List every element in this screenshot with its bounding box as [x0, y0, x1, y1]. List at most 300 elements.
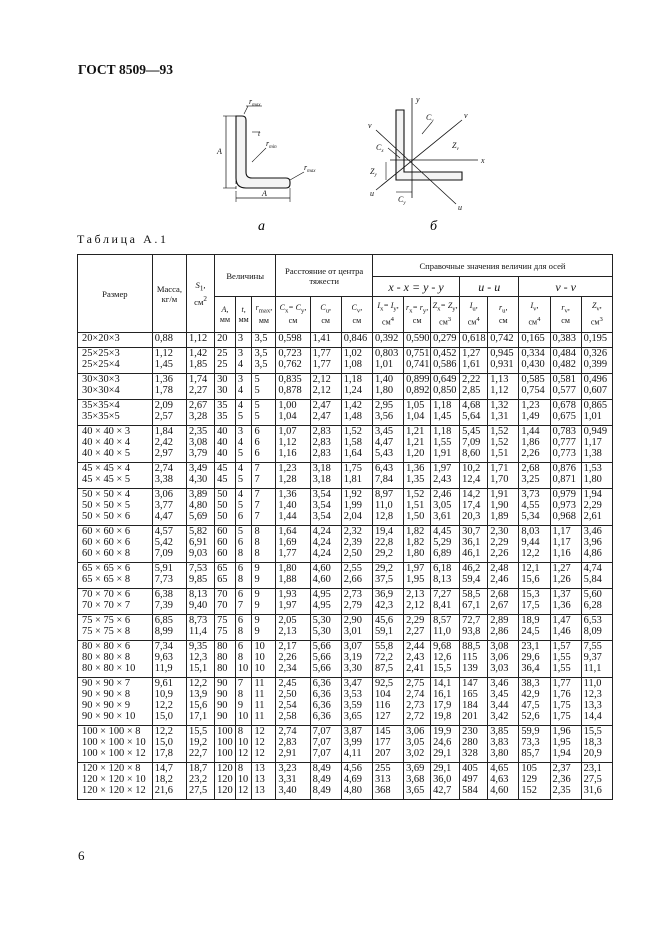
table-cell	[404, 763, 431, 800]
table-cell	[187, 726, 215, 763]
cell-value: 2,34	[278, 663, 297, 674]
table-cell	[215, 678, 236, 726]
cell-value: 4,80	[189, 500, 208, 511]
cell-value: 0,88	[154, 333, 173, 344]
table-cell	[581, 726, 612, 763]
cell-value: 1,44	[521, 426, 540, 437]
cell-value: 19,2	[189, 737, 208, 748]
cell-value: 8,49	[312, 785, 331, 796]
table-cell	[276, 641, 310, 678]
cell-value: 3,5	[254, 348, 268, 359]
cell-value: 1,42	[189, 348, 208, 359]
table-cell	[460, 400, 488, 426]
table-cell	[581, 763, 612, 800]
cell-value: 12,2	[154, 700, 173, 711]
table-cell	[519, 348, 550, 374]
cell-value: 4,60	[490, 785, 509, 796]
cell-value: 5,84	[583, 574, 602, 585]
cell-value: 5	[254, 400, 260, 411]
cell-value: 2,05	[278, 615, 297, 626]
cell-value: 3,80	[490, 748, 509, 759]
table-cell	[235, 463, 252, 489]
cell-value: 1,18	[433, 426, 452, 437]
table-cell	[78, 763, 153, 800]
cell-value: 50	[217, 500, 228, 511]
table-cell	[550, 489, 581, 526]
table-cell	[460, 563, 488, 589]
cell-value: 17,4	[462, 500, 481, 511]
cell-value: 22,7	[189, 748, 208, 759]
cell-value: 12,2	[154, 726, 173, 737]
cell-value: 1,12	[490, 385, 509, 396]
cell-value: 6	[254, 448, 260, 459]
table-cell	[215, 426, 236, 463]
cell-value: 2,27	[406, 626, 425, 637]
cell-value: 2,97	[154, 448, 173, 459]
cell-value: 3,65	[406, 785, 425, 796]
cell-value: 3,06	[406, 726, 425, 737]
cell-value: 7	[237, 678, 244, 689]
cell-value: 3,89	[189, 489, 208, 500]
cell-value: 1,20	[406, 448, 425, 459]
table-cell	[404, 641, 431, 678]
cell-value: 70 × 70 × 6	[82, 589, 131, 600]
cell-value: 8	[237, 652, 244, 663]
table-cell	[431, 489, 460, 526]
cell-value: 1,88	[278, 574, 297, 585]
cell-value: 40	[217, 448, 228, 459]
table-cell	[431, 678, 460, 726]
table-cell	[372, 526, 403, 563]
cell-value: 87,5	[374, 663, 394, 674]
cell-value: 50 × 50 × 6	[82, 511, 131, 522]
label-cu: C	[426, 113, 432, 122]
cell-value: 1,12	[278, 437, 297, 448]
cell-value: 93,8	[462, 626, 481, 637]
cell-value: 12,1	[521, 563, 540, 574]
table-cell	[187, 400, 215, 426]
figure-b-caption: б	[430, 219, 438, 234]
cell-value: 0,334	[521, 348, 545, 359]
table-cell	[152, 763, 186, 800]
cell-value: 139	[462, 663, 478, 674]
cell-value: 1,86	[521, 437, 540, 448]
cell-value: 1,07	[278, 426, 297, 437]
cell-value: 1,36	[154, 374, 173, 385]
cell-value: 3,03	[490, 663, 509, 674]
cell-value: 1,18	[433, 400, 452, 411]
cell-value: 1,55	[433, 437, 452, 448]
cell-value: 2,74	[406, 689, 425, 700]
cell-value: 120	[217, 774, 233, 785]
cell-value: 1,12	[189, 333, 208, 344]
cell-value: 1,47	[552, 615, 571, 626]
cell-value: 4	[237, 489, 244, 500]
table-cell	[341, 333, 372, 348]
table-row-group	[78, 426, 613, 463]
cell-value: 5,42	[154, 537, 173, 548]
cell-value: 20	[217, 333, 228, 344]
cell-value: 15,0	[154, 711, 173, 722]
cell-value: 16,1	[433, 689, 452, 700]
cell-value: 1,76	[552, 689, 571, 700]
table-body	[78, 333, 613, 800]
cell-value: 1,52	[343, 426, 362, 437]
table-cell	[404, 726, 431, 763]
cell-value: 100 × 100 × 10	[82, 737, 146, 748]
cell-value: 1,18	[343, 374, 362, 385]
cell-value: 30	[217, 385, 228, 396]
col-area-unit: см	[194, 296, 204, 307]
cell-value: 8,57	[433, 615, 452, 626]
figure-a-caption: а	[258, 219, 265, 234]
table-cell	[235, 489, 252, 526]
cell-value: 2,12	[312, 374, 331, 385]
table-cell	[310, 726, 341, 763]
cell-value: 2,41	[406, 663, 425, 674]
cell-value: 65	[217, 563, 228, 574]
table-cell	[215, 333, 236, 348]
cell-value: 50 × 50 × 5	[82, 500, 131, 511]
cell-value: 1,58	[343, 437, 362, 448]
cell-value: 4,24	[312, 526, 331, 537]
table-cell	[372, 615, 403, 641]
cell-value: 1,93	[278, 589, 297, 600]
cell-value: 0,979	[552, 489, 576, 500]
table-cell	[550, 615, 581, 641]
table-cell	[404, 374, 431, 400]
cell-value: 1,94	[583, 489, 602, 500]
table-cell	[519, 426, 550, 463]
cell-value: 9,63	[154, 652, 173, 663]
cell-value: 50 × 50 × 4	[82, 489, 131, 500]
cell-value: 4,57	[154, 526, 173, 537]
cell-value: 15,3	[521, 589, 540, 600]
table-cell	[581, 678, 612, 726]
table-cell	[550, 463, 581, 489]
table-cell	[460, 333, 488, 348]
cell-value: 55,8	[374, 641, 394, 652]
table-cell	[152, 426, 186, 463]
cell-value: 6,36	[312, 689, 331, 700]
table-cell	[252, 374, 276, 400]
cell-value: 2,36	[552, 774, 571, 785]
table-cell	[78, 726, 153, 763]
table-cell	[78, 463, 153, 489]
cell-value: 1,74	[189, 374, 208, 385]
table-cell	[152, 526, 186, 563]
table-cell	[276, 374, 310, 400]
cell-value: 0,878	[278, 385, 302, 396]
cell-value: 40	[217, 426, 228, 437]
cell-value: 38,3	[521, 678, 540, 689]
cell-value: 23,1	[521, 641, 540, 652]
cell-value: 2,32	[343, 526, 362, 537]
cell-value: 5,29	[433, 537, 452, 548]
cell-value: 120	[217, 785, 233, 796]
cell-value: 4,24	[312, 537, 331, 548]
table-cell	[235, 589, 252, 615]
cell-value: 11,0	[583, 678, 602, 689]
table-cell	[550, 763, 581, 800]
table-row-group	[78, 333, 613, 348]
cell-value: 328	[462, 748, 478, 759]
col-ix-iy: $I_x= I_y$, $см^4$	[372, 297, 403, 333]
label-cy-sub: y	[403, 201, 406, 206]
table-cell	[460, 615, 488, 641]
table-cell	[78, 526, 153, 563]
cell-value: 1,42	[343, 400, 362, 411]
cell-value: 2,91	[278, 748, 297, 759]
cell-value: 4,30	[189, 474, 208, 485]
cell-value: 72,2	[374, 652, 394, 663]
cell-value: 10,9	[154, 689, 173, 700]
cell-value: 6,28	[583, 600, 602, 611]
cell-value: 2,83	[312, 426, 331, 437]
cell-value: 1,94	[552, 748, 571, 759]
cell-value: 9,85	[189, 574, 208, 585]
table-cell	[431, 526, 460, 563]
cell-value: 80	[217, 652, 228, 663]
cell-value: 147	[462, 678, 478, 689]
cell-value: 3,83	[490, 737, 509, 748]
cell-value: 80 × 80 × 8	[82, 652, 131, 663]
cell-value: 2,43	[406, 652, 425, 663]
cell-value: 9	[254, 563, 260, 574]
cell-value: 2,26	[278, 652, 297, 663]
cell-value: 2,47	[312, 400, 331, 411]
cell-value: 120 × 120 × 12	[82, 785, 146, 796]
cell-value: 2,26	[521, 448, 540, 459]
cell-value: 2,48	[490, 563, 509, 574]
cell-value: 60	[217, 537, 228, 548]
cell-value: 2,55	[343, 563, 362, 574]
table-row-group	[78, 589, 613, 615]
cell-value: 19,4	[374, 526, 394, 537]
cell-value: 13,9	[189, 689, 208, 700]
cell-value: 6	[237, 537, 244, 548]
cell-value: 3,45	[374, 426, 394, 437]
cell-value: 4	[237, 437, 244, 448]
table-cell	[152, 641, 186, 678]
cell-value: 1,17	[583, 437, 602, 448]
cell-value: 7	[254, 489, 260, 500]
cell-value: 0,850	[433, 385, 457, 396]
cell-value: 24,5	[521, 626, 540, 637]
cell-value: 0,876	[552, 463, 576, 474]
cell-value: 2,67	[189, 400, 208, 411]
cell-value: 10	[237, 663, 249, 674]
table-cell	[187, 489, 215, 526]
cell-value: 30×30×4	[82, 385, 120, 396]
cell-value: 1,16	[278, 448, 297, 459]
cell-value: 9,68	[433, 641, 452, 652]
cell-value: 14,4	[583, 711, 602, 722]
cell-value: 2,04	[343, 511, 362, 522]
table-cell	[581, 641, 612, 678]
cell-value: 2,58	[278, 711, 297, 722]
cell-value: 14,7	[154, 763, 173, 774]
table-cell	[152, 563, 186, 589]
cell-value: 3,25	[521, 474, 540, 485]
cell-value: 1,31	[490, 411, 509, 422]
cell-value: 7,73	[154, 574, 173, 585]
cell-value: 3,96	[583, 537, 602, 548]
table-cell	[488, 615, 519, 641]
table-cell	[372, 489, 403, 526]
cell-value: 1,77	[278, 548, 297, 559]
table-cell	[187, 641, 215, 678]
cell-value: 5,30	[312, 615, 331, 626]
cell-value: 11,4	[189, 626, 207, 637]
cell-value: 3	[237, 333, 244, 344]
cell-value: 4	[237, 385, 244, 396]
cell-value: 17,8	[154, 748, 173, 759]
cell-value: 2,35	[552, 785, 571, 796]
label-v-right: v	[464, 111, 468, 120]
cell-value: 3,01	[343, 626, 362, 637]
cell-value: 75	[217, 626, 228, 637]
table-cell	[488, 726, 519, 763]
cell-value: 165	[462, 689, 478, 700]
col-zx-zy: $Z_x= Z_y$, $см^3$	[431, 297, 460, 333]
cell-value: 6,43	[374, 463, 394, 474]
table-cell	[252, 400, 276, 426]
table-cell	[550, 678, 581, 726]
cell-value: 104	[374, 689, 391, 700]
cell-value: 405	[462, 763, 478, 774]
cell-value: 23,1	[583, 763, 602, 774]
cell-value: 4,45	[433, 526, 452, 537]
cell-value: 5,66	[312, 652, 331, 663]
cell-value: 2,26	[490, 548, 509, 559]
table-cell	[235, 763, 252, 800]
table-cell	[404, 348, 431, 374]
cell-value: 3,08	[189, 437, 208, 448]
cell-value: 2,17	[278, 641, 297, 652]
cell-value: 0,846	[343, 333, 368, 344]
cell-value: 0,399	[583, 359, 608, 370]
cell-value: 1,82	[406, 537, 425, 548]
cell-value: 10	[237, 711, 249, 722]
table-cell	[78, 589, 153, 615]
table-cell	[310, 333, 341, 348]
cell-value: 1,27	[462, 348, 481, 359]
table-cell	[310, 348, 341, 374]
table-cell	[460, 374, 488, 400]
svg-text:Cy	[398, 195, 406, 206]
cell-value: 10	[254, 652, 265, 663]
cell-value: 3,44	[490, 700, 509, 711]
table-cell	[372, 726, 403, 763]
label-r-end: r	[304, 163, 308, 172]
table-cell	[460, 641, 488, 678]
cell-value: 3,38	[154, 474, 173, 485]
cell-value: 75 × 75 × 6	[82, 615, 131, 626]
cell-value: 3,31	[278, 774, 297, 785]
cell-value: 230	[462, 726, 478, 737]
table-cell	[252, 615, 276, 641]
cell-value: 1,36	[278, 489, 297, 500]
table-cell	[187, 348, 215, 374]
cell-value: 3,87	[343, 726, 362, 737]
cell-value: 12	[237, 785, 249, 796]
cell-value: 12,6	[433, 652, 452, 663]
cell-value: 45 × 45 × 4	[82, 463, 131, 474]
table-cell	[252, 726, 276, 763]
cell-value: 1,23	[278, 463, 297, 474]
cell-value: 3,49	[189, 463, 208, 474]
cell-value: 2,39	[343, 537, 362, 548]
cell-value: 4,69	[343, 774, 362, 785]
cell-value: 3,99	[343, 737, 362, 748]
cell-value: 6,91	[189, 537, 208, 548]
cell-value: 120	[217, 763, 233, 774]
cell-value: 1,21	[406, 437, 425, 448]
cell-value: 0,754	[521, 385, 545, 396]
cell-value: 60 × 60 × 8	[82, 548, 131, 559]
col-ru: $r_u$, см	[488, 297, 519, 333]
table-cell	[581, 615, 612, 641]
table-cell	[519, 489, 550, 526]
cell-value: 90	[217, 700, 228, 711]
table-cell	[460, 463, 488, 489]
table-cell	[276, 348, 310, 374]
col-area: $S_1$, $см^2$	[187, 255, 215, 333]
table-cell	[581, 563, 612, 589]
cell-value: 120 × 120 × 8	[82, 763, 141, 774]
cell-value: 7,09	[154, 548, 173, 559]
table-cell	[235, 678, 252, 726]
cell-value: 8	[237, 548, 244, 559]
cell-value: 100 × 100 × 12	[82, 748, 146, 759]
table-cell	[252, 678, 276, 726]
cell-value: 5,91	[154, 563, 173, 574]
cell-value: 8	[254, 548, 260, 559]
cell-value: 29,1	[433, 763, 452, 774]
cell-value: 1,45	[154, 359, 173, 370]
cell-value: 5,69	[189, 511, 208, 522]
cell-value: 0,777	[552, 437, 576, 448]
table-cell	[235, 726, 252, 763]
cell-value: 2,29	[490, 537, 509, 548]
table-cell	[488, 526, 519, 563]
cell-value: 100	[217, 737, 233, 748]
cell-value: 2,72	[406, 711, 425, 722]
cell-value: 2,47	[312, 411, 331, 422]
table-cell	[460, 426, 488, 463]
cell-value: 27,5	[189, 785, 208, 796]
cell-value: 4,60	[312, 574, 331, 585]
cell-value: 90	[217, 711, 228, 722]
table-cell	[581, 489, 612, 526]
table-cell	[550, 333, 581, 348]
cell-value: 6,36	[312, 711, 331, 722]
cell-value: 280	[462, 737, 478, 748]
cell-value: 88,5	[462, 641, 481, 652]
cell-value: 50	[217, 511, 228, 522]
cell-value: 6,89	[433, 548, 452, 559]
col-area-unit-sup: 2	[203, 294, 207, 303]
table-cell	[341, 426, 372, 463]
cell-value: 15,1	[189, 663, 208, 674]
cell-value: 37,5	[374, 574, 394, 585]
cell-value: 15,5	[583, 726, 602, 737]
cell-value: 11,0	[433, 626, 451, 637]
table-cell	[581, 426, 612, 463]
cell-value: 3,54	[312, 511, 331, 522]
table-cell	[187, 563, 215, 589]
